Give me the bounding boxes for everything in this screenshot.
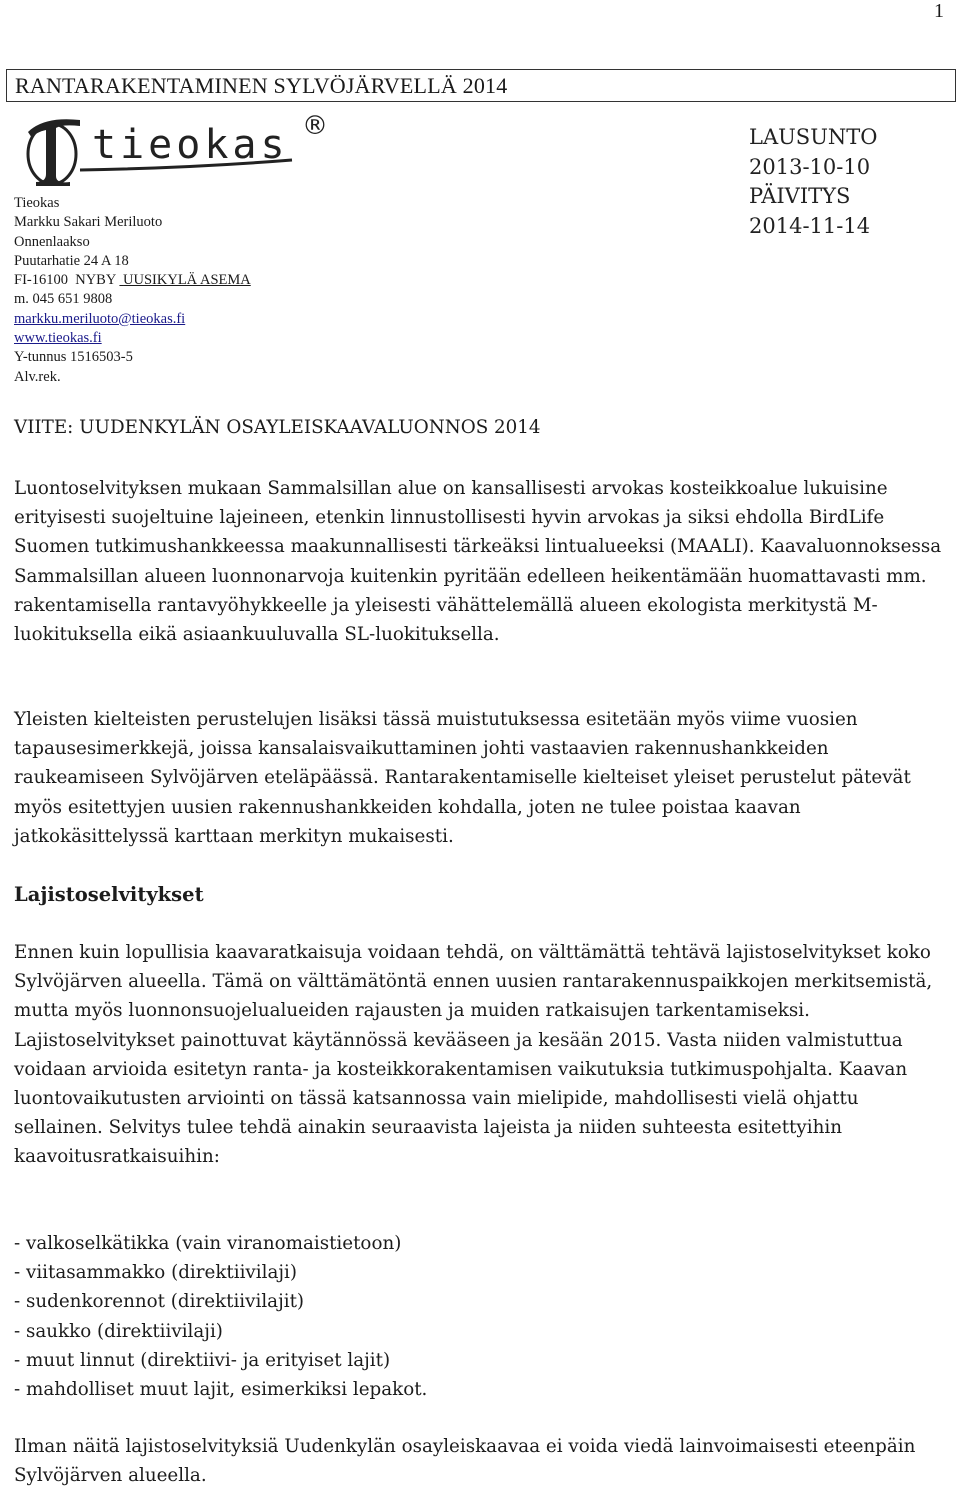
statement-label: LAUSUNTO (749, 125, 878, 149)
species-list (14, 1229, 944, 1404)
contact-company: Tieokas (14, 195, 60, 211)
paragraph-3 (14, 938, 944, 1172)
contact-place: Onnenlaakso (14, 233, 90, 250)
paragraph-4 (14, 1432, 944, 1490)
reference-line: VIITE: UUDENKYLÄN OSAYLEISKAAVALUONNOS 2014 (14, 417, 541, 438)
list-item: - viitasammakko (direktiivilaji) (14, 1262, 298, 1284)
paragraph-2-text: Yleisten kielteisten perustelujen lisäksi tässä muistutuksessa esitetään myös viime vuosien tapausesimerkkejä, joissa kansalaisvaikuttaminen johti vastaavien rakennushankkeiden raukeamiseen Sylvöjärven eteläpäässä. Rantarakentamiselle kielteiset yleiset perustelut pätevät myös esitettyjen uusien rakennushankkeiden kohdalla, joten ne tulee poistaa kaavan jatkokäsittelyssä karttaan merkityn mukaisesti. (14, 709, 911, 847)
contact-phone: m. 045 651 9808 (14, 291, 113, 308)
contact-block (14, 194, 251, 387)
registered-mark: ® (302, 111, 328, 141)
contact-name: Markku Sakari Meriluoto (14, 214, 163, 231)
vat-registration: Alv.rek. (14, 368, 61, 385)
statement-date: 2013-10-10 (749, 154, 871, 179)
update-label: PÄIVITYS (749, 184, 851, 208)
website-link[interactable]: www.tieokas.fi (14, 330, 102, 347)
business-id: Y-tunnus 1516503-5 (14, 349, 133, 366)
contact-postal (14, 271, 251, 290)
logo-wordmark: tieokas (92, 122, 289, 168)
email-link[interactable]: markku.meriluoto@tieokas.fi (14, 310, 186, 327)
list-item: - muut linnut (direktiivi- ja erityiset lajit) (14, 1349, 391, 1371)
update-date: 2014-11-14 (749, 213, 871, 238)
section-heading: Lajistoselvitykset (14, 883, 204, 906)
list-item: - saukko (direktiivilaji) (14, 1320, 223, 1342)
list-item: - sudenkorennot (direktiivilajit) (14, 1291, 305, 1313)
city: NYBY (75, 272, 116, 289)
title-box (6, 69, 956, 102)
paragraph-2 (14, 705, 944, 851)
paragraph-1-text: Luontoselvityksen mukaan Sammalsillan alue on kansallisesti arvokas kosteikkoalue lukuisine erityisesti suojeltuine lajeineen, etenkin linnustollisesti hyvin arvokas ja siksi ehdolla BirdLife Suomen tutkimushankkeessa maakunnallisesti tärkeäksi lintualueeksi (MAALI). Kaavaluonnoksessa Sammalsillan alueen luonnonarvoja kuitenkin pyritään edelleen heikentämään huomattavasti mm. rakentamisella rantavyöhykkeelle ja yleisesti vähättelemällä alueen ekologista merkitystä M-luokituksella eikä asiaankuuluvalla SL-luokituksella. (14, 478, 942, 646)
contact-street: Puutarhatie 24 A 18 (14, 252, 129, 269)
document-title: RANTARAKENTAMINEN SYLVÖJÄRVELLÄ 2014 (15, 73, 508, 98)
list-item: - mahdolliset muut lajit, esimerkiksi lepakot. (14, 1379, 428, 1401)
paragraph-1 (14, 474, 944, 649)
paragraph-4-text: Ilman näitä lajistoselvityksiä Uudenkylän osayleiskaavaa ei voida viedä lainvoimaisesti eteenpäin Sylvöjärven alueella. (14, 1436, 916, 1487)
city-alt: UUSIKYLÄ ASEMA (123, 272, 251, 289)
status-block (749, 123, 878, 241)
page-number: 1 (934, 0, 944, 22)
paragraph-3-text: Ennen kuin lopullisia kaavaratkaisuja voidaan tehdä, on välttämättä tehtävä lajistoselvitykset koko Sylvöjärven alueella. Tämä on välttämätöntä ennen uusien rantarakennuspaikkojen merkitsemistä, mutta myös luonnonsuojelualueiden rajausten ja muiden ratkaisujen tarkentamiseksi. Lajistoselvitykset painottuvat käytännössä kevääseen ja kesään 2015. Vasta niiden valmistuttua voidaan arvioida esitetyn ranta- ja kosteikkorakentamisen vaikutuksia tutkimuspohjalta. Kaavan luontovaikutusten arviointi on tässä katsannossa vain mielipide, mahdollisesti vielä ohjattu sellainen. Selvitys tulee tehdä ainakin seuraavista lajeista ja niiden suhteesta esitettyihin kaavoitusratkaisuihin: (14, 942, 933, 1168)
tieokas-logo (22, 110, 332, 188)
list-item: - valkoselkätikka (vain viranomaistietoon) (14, 1233, 402, 1254)
postal-code: FI-16100 (14, 272, 68, 289)
